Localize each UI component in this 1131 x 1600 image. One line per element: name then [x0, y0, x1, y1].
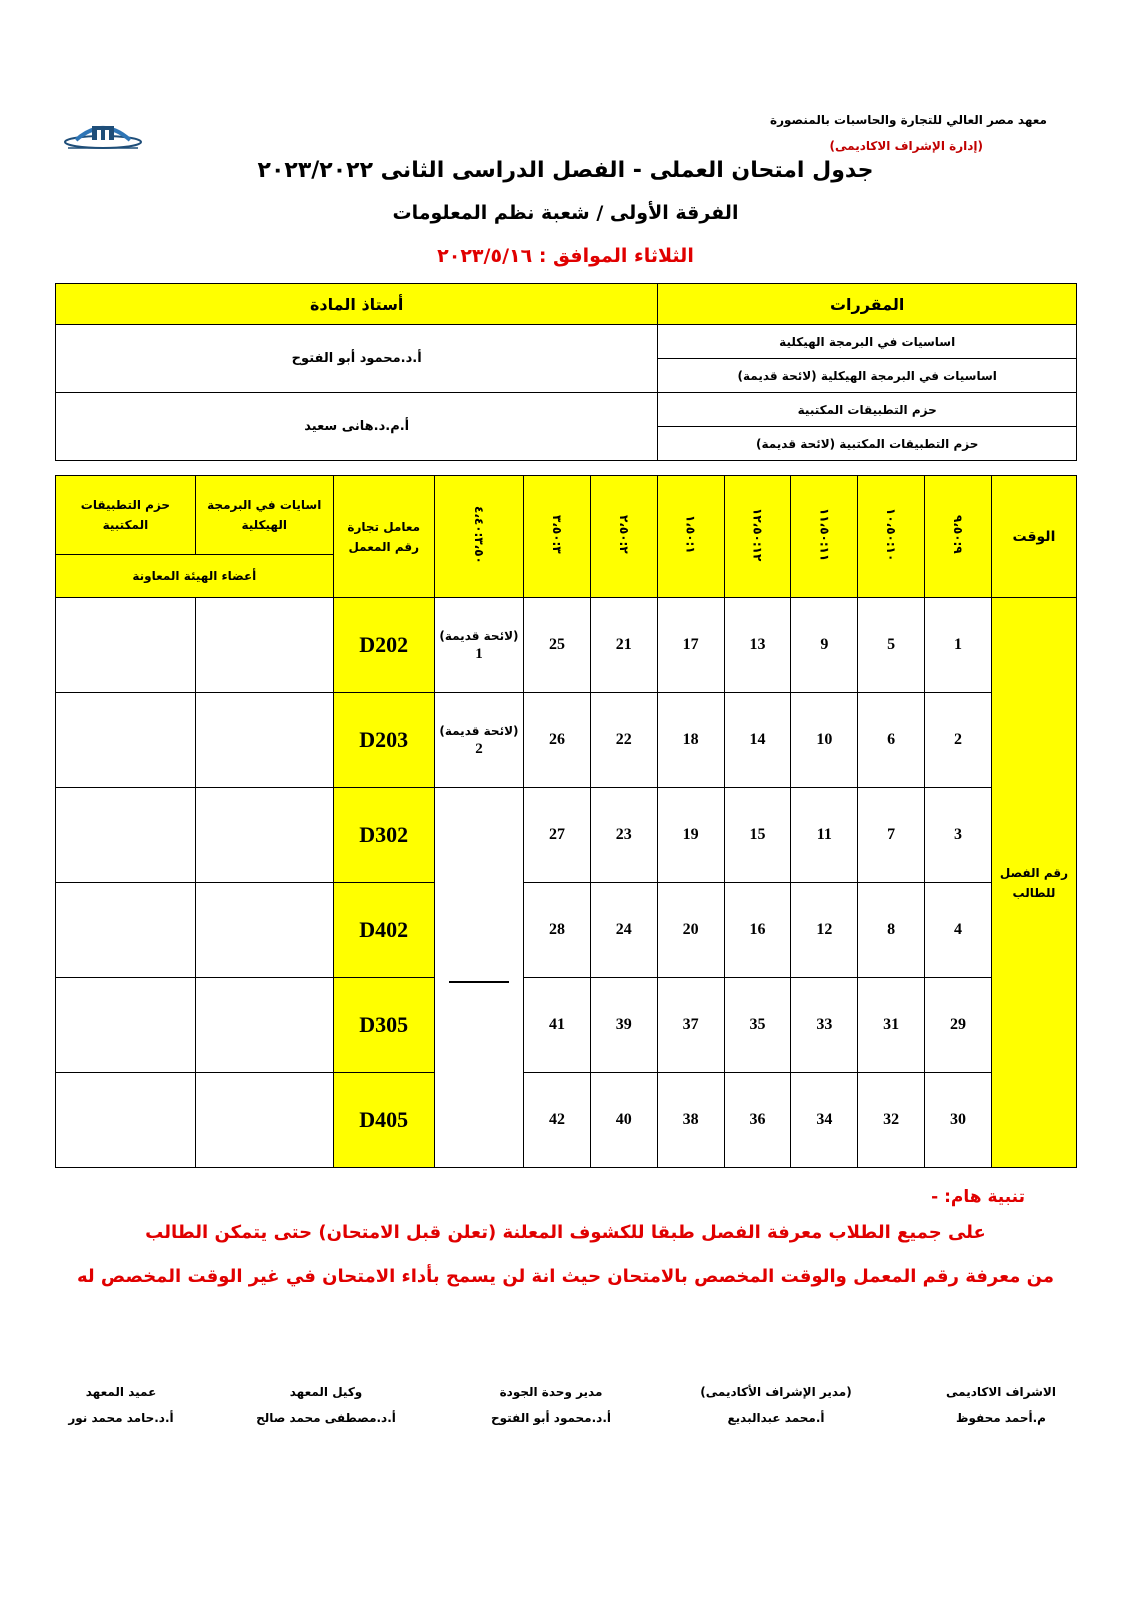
class-cell: 12 — [791, 883, 858, 978]
signature-role: مدير وحدة الجودة — [499, 1385, 603, 1399]
class-cell: 2 — [925, 693, 992, 788]
assistants-header: أعضاء الهيئة المعاونة — [56, 555, 334, 598]
time-slot: ٩،٥٠:٩ — [925, 476, 992, 598]
time-slot: ١٢،٥٠:١٢ — [724, 476, 791, 598]
time-slot: ١١،٥٠:١١ — [791, 476, 858, 598]
class-cell: 29 — [925, 978, 992, 1073]
assistant-cell — [195, 978, 333, 1073]
class-cell: 20 — [657, 883, 724, 978]
class-cell: 39 — [590, 978, 657, 1073]
class-cell: 24 — [590, 883, 657, 978]
courses-table — [55, 283, 1077, 461]
time-slot: ٤،٤٠:٣،٥٠ — [434, 476, 523, 598]
class-cell: 7 — [858, 788, 925, 883]
class-cell: 38 — [657, 1073, 724, 1168]
assistant-cell — [195, 788, 333, 883]
signature-name: أ.د.محمود أبو الفتوح — [490, 1411, 612, 1425]
assistant-cell — [56, 1073, 196, 1168]
class-cell: 25 — [524, 598, 591, 693]
signature-role: وكيل المعهد — [289, 1385, 363, 1399]
assistant-cell — [56, 598, 196, 693]
class-cell: 8 — [858, 883, 925, 978]
class-cell: 16 — [724, 883, 791, 978]
class-cell: 42 — [524, 1073, 591, 1168]
class-cell: 23 — [590, 788, 657, 883]
class-cell: 18 — [657, 693, 724, 788]
signature-block — [901, 1385, 1101, 1437]
class-cell: 30 — [925, 1073, 992, 1168]
class-cell: 26 — [524, 693, 591, 788]
lab-id: D402 — [333, 883, 434, 978]
lab-id: D405 — [333, 1073, 434, 1168]
notice-line: من معرفة رقم المعمل والوقت المخصص بالامتحان حيث انة لن يسمح بأداء الامتحان في غير الوقت المخصص له — [76, 1266, 1055, 1287]
class-cell: 14 — [724, 693, 791, 788]
signature-name: أ.د.مصطفى محمد صالح — [256, 1411, 396, 1425]
class-cell: 40 — [590, 1073, 657, 1168]
time-slot: ١،٥٠:١ — [657, 476, 724, 598]
class-cell: 9 — [791, 598, 858, 693]
professor-name: أ.د.محمود أبو الفتوح — [56, 325, 658, 393]
institute-logo — [62, 112, 144, 154]
lab-id: D202 — [333, 598, 434, 693]
assistant-cell — [195, 693, 333, 788]
class-cell: 4 — [925, 883, 992, 978]
page-subtitle: الفرقة الأولى / شعبة نظم المعلومات — [392, 202, 739, 224]
lab-id: D302 — [333, 788, 434, 883]
department-name: (إدارة الإشراف الاكاديمى) — [829, 139, 983, 153]
lab-header: معامل تجارة رقم المعمل — [333, 476, 434, 598]
time-slot: ٢،٥٠:٢ — [590, 476, 657, 598]
lab-id: D305 — [333, 978, 434, 1073]
signature-role: عميد المعهد — [85, 1385, 157, 1399]
signature-role: الاشراف الاكاديمى — [946, 1385, 1056, 1399]
class-cell: 37 — [657, 978, 724, 1073]
assistant-cell — [56, 978, 196, 1073]
assistant-cell — [56, 788, 196, 883]
signature-block — [21, 1385, 221, 1437]
class-cell: 33 — [791, 978, 858, 1073]
courses-header: المقررات — [658, 284, 1077, 325]
notice-heading: تنبية هام: - — [931, 1187, 1025, 1207]
class-cell: 22 — [590, 693, 657, 788]
class-cell: 6 — [858, 693, 925, 788]
class-cell: 5 — [858, 598, 925, 693]
class-cell: 10 — [791, 693, 858, 788]
old-regulation-cell: (لائحة قديمة) 1 — [434, 598, 523, 693]
assistant-cell — [195, 1073, 333, 1168]
signature-block — [226, 1385, 426, 1437]
class-cell: 35 — [724, 978, 791, 1073]
notice-line: على جميع الطلاب معرفة الفصل طبقا للكشوف المعلنة (تعلن قبل الامتحان) حتى يتمكن الطالب — [145, 1222, 986, 1243]
dash-mark — [449, 981, 509, 983]
course-name: اساسيات في البرمجة الهيكلية — [658, 325, 1077, 359]
assistant-cell — [56, 693, 196, 788]
class-number-label: رقم الفصل للطالب — [991, 598, 1076, 1168]
class-cell: 28 — [524, 883, 591, 978]
course-column-header: اسايات في البرمجة الهيكلية — [195, 476, 333, 555]
professor-header: أستاذ المادة — [56, 284, 658, 325]
class-cell: 3 — [925, 788, 992, 883]
institute-name: معهد مصر العالي للتجارة والحاسبات بالمنصورة — [770, 113, 1047, 127]
signature-block — [676, 1385, 876, 1437]
class-cell: 17 — [657, 598, 724, 693]
schedule-table — [55, 475, 1077, 1168]
course-name: حزم التطبيقات المكتبية — [658, 393, 1077, 427]
professor-name: أ.م.د.هانى سعيد — [56, 393, 658, 461]
class-cell: 15 — [724, 788, 791, 883]
signature-name: أ.محمد عبدالبديع — [727, 1411, 825, 1425]
class-cell: 1 — [925, 598, 992, 693]
time-label: الوقت — [991, 476, 1076, 598]
class-cell: 27 — [524, 788, 591, 883]
time-slot: ١٠،٥٠:١٠ — [858, 476, 925, 598]
course-column-header: حزم التطبيقات المكتبية — [56, 476, 196, 555]
class-cell: 36 — [724, 1073, 791, 1168]
page-title: جدول امتحان العملى - الفصل الدراسى الثانى ٢٠٢٣/٢٠٢٢ — [257, 158, 874, 183]
class-cell: 32 — [858, 1073, 925, 1168]
signature-role: (مدير الإشراف الأكاديمى) — [700, 1385, 852, 1399]
assistant-cell — [195, 883, 333, 978]
course-name: اساسيات في البرمجة الهيكلية (لائحة قديمة) — [658, 359, 1077, 393]
time-slot: ٣،٥٠:٣ — [524, 476, 591, 598]
signature-name: م.أحمد محفوظ — [956, 1411, 1046, 1425]
class-cell: 41 — [524, 978, 591, 1073]
course-name: حزم التطبيقات المكتبية (لائحة قديمة) — [658, 427, 1077, 461]
assistant-cell — [56, 883, 196, 978]
assistant-cell — [195, 598, 333, 693]
empty-slot-cell — [434, 788, 523, 1168]
class-cell: 21 — [590, 598, 657, 693]
signature-name: أ.د.حامد محمد نور — [68, 1411, 174, 1425]
exam-date: الثلاثاء الموافق : ٢٠٢٣/٥/١٦ — [437, 245, 694, 267]
signature-block — [451, 1385, 651, 1437]
class-cell: 31 — [858, 978, 925, 1073]
old-regulation-cell: (لائحة قديمة) 2 — [434, 693, 523, 788]
class-cell: 11 — [791, 788, 858, 883]
class-cell: 19 — [657, 788, 724, 883]
lab-id: D203 — [333, 693, 434, 788]
class-cell: 13 — [724, 598, 791, 693]
class-cell: 34 — [791, 1073, 858, 1168]
